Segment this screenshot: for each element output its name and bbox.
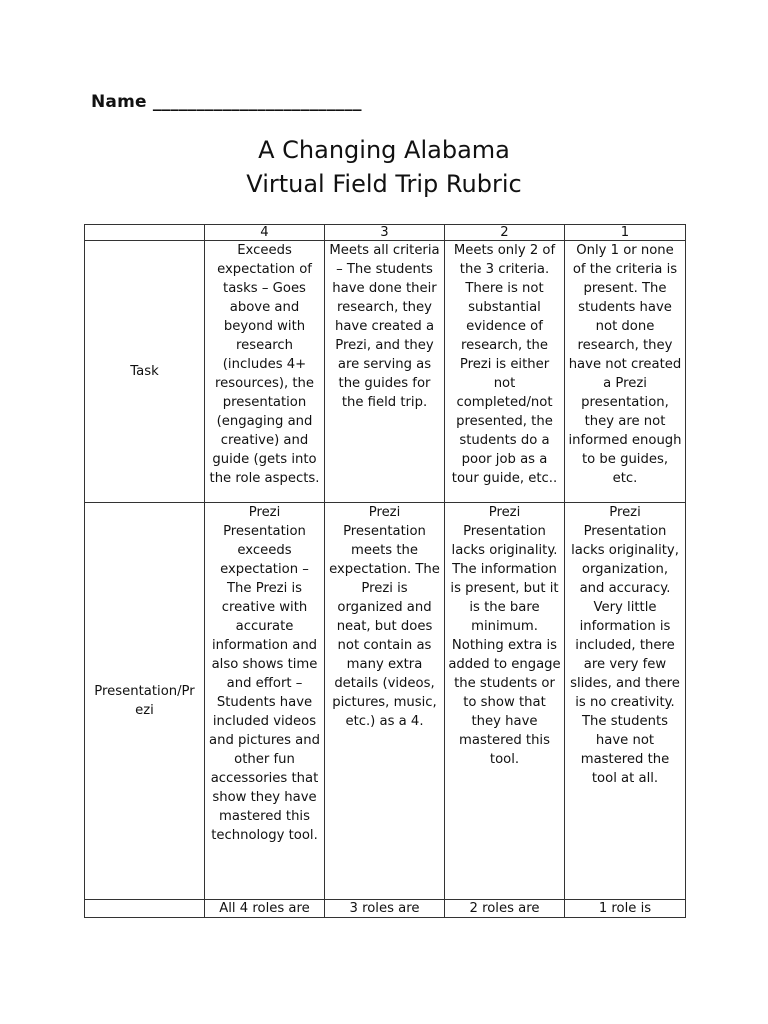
task-cell-score-2: Meets only 2 of the 3 criteria. There is not substantial evidence of research, the Prezi is either not completed/not presented, the students do a poor job as a tour guide, etc.. — [445, 241, 565, 503]
row-category-presentation: Presentation/Pr ezi — [85, 503, 205, 900]
name-field-label: Name ________________________ — [91, 92, 362, 112]
header-cell-score-3: 3 — [325, 225, 445, 241]
presentation-cell-score-2: Prezi Presentation lacks originality. The information is present, but it is the bare minimum. Nothing extra is added to engage the students or to show that they have mastered this tool. — [445, 503, 565, 900]
task-cell-score-1: Only 1 or none of the criteria is present. The students have not done research, they have not created a Prezi presentation, they are not informed enough to be guides, etc. — [565, 241, 686, 503]
roles-cell-score-2: 2 roles are — [445, 900, 565, 918]
header-cell-score-4: 4 — [205, 225, 325, 241]
header-cell-score-1: 1 — [565, 225, 686, 241]
rubric-row-presentation — [85, 503, 686, 900]
task-cell-score-4: Exceeds expectation of tasks – Goes above and beyond with research (includes 4+ resources), the presentation (engaging and creative) and guide (gets into the role aspects. — [205, 241, 325, 503]
rubric-header-row — [85, 225, 686, 241]
header-cell-blank — [85, 225, 205, 241]
row-category-task: Task — [85, 241, 205, 503]
document-subtitle: Virtual Field Trip Rubric — [246, 170, 522, 198]
rubric-table — [84, 224, 686, 918]
roles-cell-score-4: All 4 roles are — [205, 900, 325, 918]
header-cell-score-2: 2 — [445, 225, 565, 241]
task-cell-score-3: Meets all criteria – The students have done their research, they have created a Prezi, and they are serving as the guides for the field trip. — [325, 241, 445, 503]
roles-cell-score-1: 1 role is — [565, 900, 686, 918]
row-category-roles — [85, 900, 205, 918]
presentation-cell-score-4: Prezi Presentation exceeds expectation – The Prezi is creative with accurate information and also shows time and effort – Students have included videos and pictures and other fun accessories that show they have mastered this technology tool. — [205, 503, 325, 900]
presentation-cell-score-3: Prezi Presentation meets the expectation. The Prezi is organized and neat, but does not contain as many extra details (videos, pictures, music, etc.) as a 4. — [325, 503, 445, 900]
rubric-row-task — [85, 241, 686, 503]
document-title: A Changing Alabama — [258, 136, 510, 164]
presentation-cell-score-1: Prezi Presentation lacks originality, organization, and accuracy. Very little information is included, there are very few slides, and there is no creativity. The students have not mastered the tool at all. — [565, 503, 686, 900]
rubric-row-roles — [85, 900, 686, 918]
roles-cell-score-3: 3 roles are — [325, 900, 445, 918]
